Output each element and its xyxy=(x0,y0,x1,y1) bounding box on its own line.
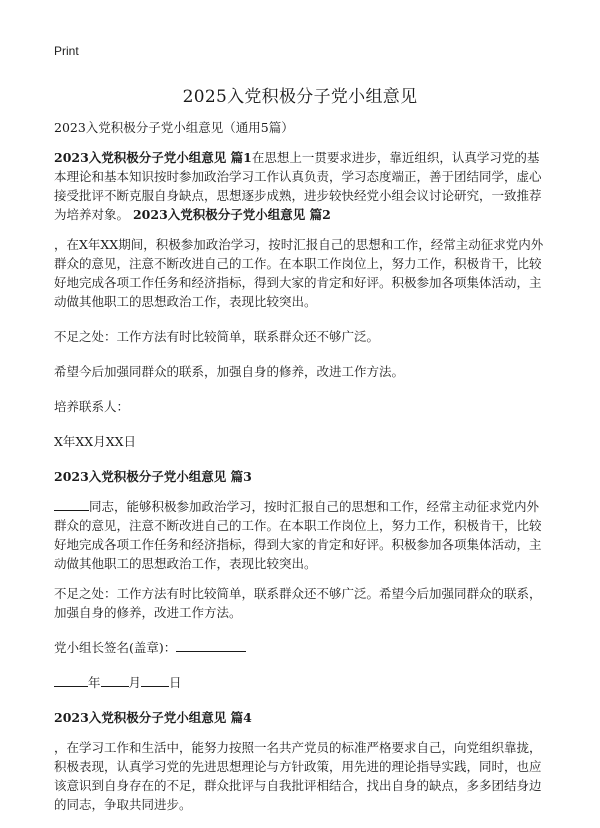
paragraph-10-text: ，在学习工作和生活中，能努力按照一名共产党员的标准严格要求自己，向党组织靠拢，积极表现，认真学习党的先进思想理论与方针政策，用先进的理论指导实践，同时，也应该意识到自身存在的不足，群众批评与自我批评相结合，找出自身的缺点，多多团结身边的同志，争取共同进步。 xyxy=(54,740,542,812)
section-heading-2: 2023入党积极分子党小组意见 篇2 xyxy=(132,207,331,222)
signature-blank xyxy=(176,638,246,652)
paragraph-1 xyxy=(54,148,550,224)
name-blank xyxy=(54,497,89,511)
date-line xyxy=(54,673,550,692)
paragraph-3-text: 不足之处：工作方法有时比较简单，联系群众还不够广泛。 xyxy=(54,329,380,344)
month-blank xyxy=(101,673,129,687)
month-label: 月 xyxy=(128,675,142,690)
section-heading-4: 2023入党积极分子党小组意见 篇4 xyxy=(54,710,252,725)
print-link[interactable]: Print xyxy=(54,44,79,58)
paragraph-1-text: 在思想上一贯要求进步，靠近组织，认真学习党的基本理论和基本知识按时参加政治学习工作认真负责，学习态度端正，善于团结同学，虚心接受批评不断克服自身缺点，思想逐步成熟，进步较快经党小组会议讨论研究，一致推荐为培养对象。 xyxy=(54,150,542,222)
signature-label: 党小组长签名(盖章)： xyxy=(54,640,177,655)
paragraph-heading-4 xyxy=(54,708,550,727)
paragraph-7-text: 同志，能够积极参加政治学习，按时汇报自己的思想和工作，经常主动征求党内外群众的意见，注意不断改进自己的工作。在本职工作岗位上，努力工作，积极肯干，比较好地完成各项工作任务和经济指标，得到大家的肯定和好评。积极参加各项集体活动，主动做其他职工的思想政治工作，表现比较突出。 xyxy=(54,499,542,571)
year-blank xyxy=(54,673,88,687)
page-title: 2025入党积极分子党小组意见 xyxy=(182,87,418,107)
document-body xyxy=(54,148,550,825)
paragraph-6-text: X年XX月XX日 xyxy=(54,434,136,449)
section-heading-3: 2023入党积极分子党小组意见 篇3 xyxy=(54,469,252,484)
document-subtitle: 2023入党积极分子党小组意见（通用5篇） xyxy=(54,120,294,135)
paragraph-10 xyxy=(54,738,550,814)
day-label: 日 xyxy=(169,675,182,690)
year-label: 年 xyxy=(88,675,101,690)
signature-line xyxy=(54,638,550,657)
paragraph-2-text: ，在X年XX期间，积极参加政治学习，按时汇报自己的思想和工作，经常主动征求党内外群众的意见，注意不断改进自己的工作。在本职工作岗位上，努力工作，积极肯干，比较好地完成各项工作任务和经济指标，得到大家的肯定和好评。积极参加各项集体活动，主动做其他职工的思想政治工作，表现比较突出。 xyxy=(54,237,544,309)
paragraph-5 xyxy=(54,397,550,416)
paragraph-4-text: 希望今后加强同群众的联系，加强自身的修养，改进工作方法。 xyxy=(54,364,405,379)
paragraph-2 xyxy=(54,235,550,311)
paragraph-8-text: 不足之处：工作方法有时比较简单，联系群众还不够广泛。希望今后加强同群众的联系，加强自身的修养，改进工作方法。 xyxy=(54,586,542,620)
paragraph-8 xyxy=(54,584,550,622)
day-blank xyxy=(141,673,169,687)
paragraph-3 xyxy=(54,327,550,346)
paragraph-7 xyxy=(54,497,550,573)
section-heading-1: 2023入党积极分子党小组意见 篇1 xyxy=(54,150,252,165)
paragraph-heading-3 xyxy=(54,467,550,486)
paragraph-4 xyxy=(54,362,550,381)
paragraph-6 xyxy=(54,432,550,451)
paragraph-5-text: 培养联系人： xyxy=(54,399,130,414)
